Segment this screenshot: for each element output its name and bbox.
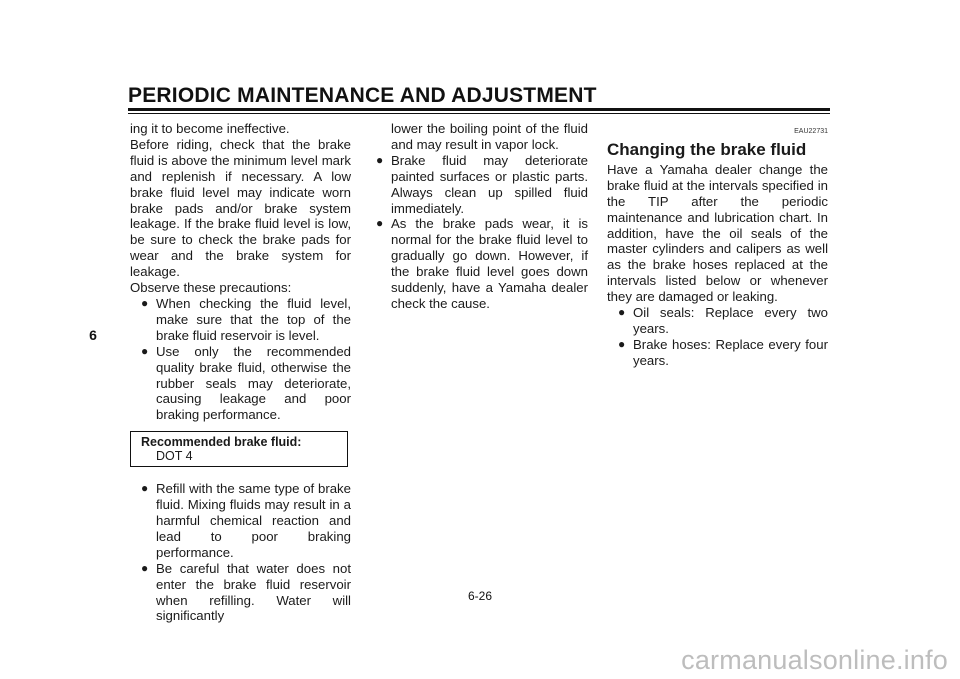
recommended-fluid-box xyxy=(130,431,348,467)
bullet-dot-icon: ● xyxy=(141,560,149,575)
bullet-dot-icon: ● xyxy=(141,343,149,358)
paragraph-change-fluid: Have a Yamaha dealer change the brake fluid at the intervals specified in the TIP after the periodic maintenance and lubrication chart. In addition, have the oil seals of the master cylinders and calipers as well as the brake hoses replaced at the intervals listed below or whenever they are damaged or leaking. xyxy=(607,161,828,305)
chapter-tab-number: 6 xyxy=(89,327,97,343)
list-item: ● As the brake pads wear, it is normal for the brake fluid level to gradually go down. However, if the brake fluid level goes down suddenly, have a Yamaha dealer check the cause. xyxy=(376,216,588,311)
watermark-text: carmanualsonline.info xyxy=(681,645,948,675)
list-item: ● Use only the recommended quality brake fluid, otherwise the rubber seals may deteriorate, causing leakage and poor braking performance. xyxy=(141,343,351,423)
page-header-title: PERIODIC MAINTENANCE AND ADJUSTMENT xyxy=(128,84,597,107)
replacement-intervals-list xyxy=(607,305,828,369)
page-number: 6-26 xyxy=(467,589,493,603)
column-right xyxy=(607,121,828,369)
paragraph-observe: Observe these precautions: xyxy=(130,280,292,296)
list-item: ● Be careful that water does not enter the brake fluid reservoir when refilling. Water will significantly xyxy=(141,560,351,624)
section-code: EAU22731 xyxy=(794,128,828,135)
column-left xyxy=(130,121,351,624)
section-title: Changing the brake fluid xyxy=(607,139,807,159)
precautions-list-c xyxy=(375,153,588,312)
bullet-dot-icon: ● xyxy=(376,152,384,167)
list-item: ● Refill with the same type of brake fluid. Mixing fluids may result in a harmful chemical reaction and lead to poor braking performance. xyxy=(141,481,351,560)
paragraph-continued: lower the boiling point of the fluid and may result in vapor lock. xyxy=(391,121,588,152)
paragraph-lead: ing it to become ineffective. xyxy=(130,121,290,136)
list-item: ● Oil seals: Replace every two years. xyxy=(618,305,828,336)
bullet-dot-icon: ● xyxy=(141,481,149,496)
header-rule-thick xyxy=(128,108,830,111)
list-item: ● When checking the fluid level, make sure that the top of the brake fluid reservoir is level. xyxy=(141,295,351,343)
precautions-list-a xyxy=(130,296,351,423)
bullet-dot-icon: ● xyxy=(141,295,149,310)
bullet-dot-icon: ● xyxy=(618,305,626,320)
header-rule-thin xyxy=(128,113,830,114)
list-item: ● Brake fluid may deteriorate painted surfaces or plastic parts. Always clean up spilled fluid immediately. xyxy=(376,152,588,216)
list-item: ● Brake hoses: Replace every four years. xyxy=(618,336,828,368)
spec-value: DOT 4 xyxy=(156,449,193,464)
bullet-dot-icon: ● xyxy=(376,216,384,231)
spec-label: Recommended brake fluid: xyxy=(141,435,302,450)
paragraph-check: Before riding, check that the brake fluid is above the minimum level mark and replenish if necessary. A low brake fluid level may indicate worn brake pads and/or brake system leakage. If the brake fluid level is low, be sure to check the brake pads for wear and the brake system for leakage. xyxy=(130,136,351,280)
precautions-list-b xyxy=(130,481,351,624)
bullet-dot-icon: ● xyxy=(618,336,626,351)
column-middle xyxy=(375,121,588,312)
